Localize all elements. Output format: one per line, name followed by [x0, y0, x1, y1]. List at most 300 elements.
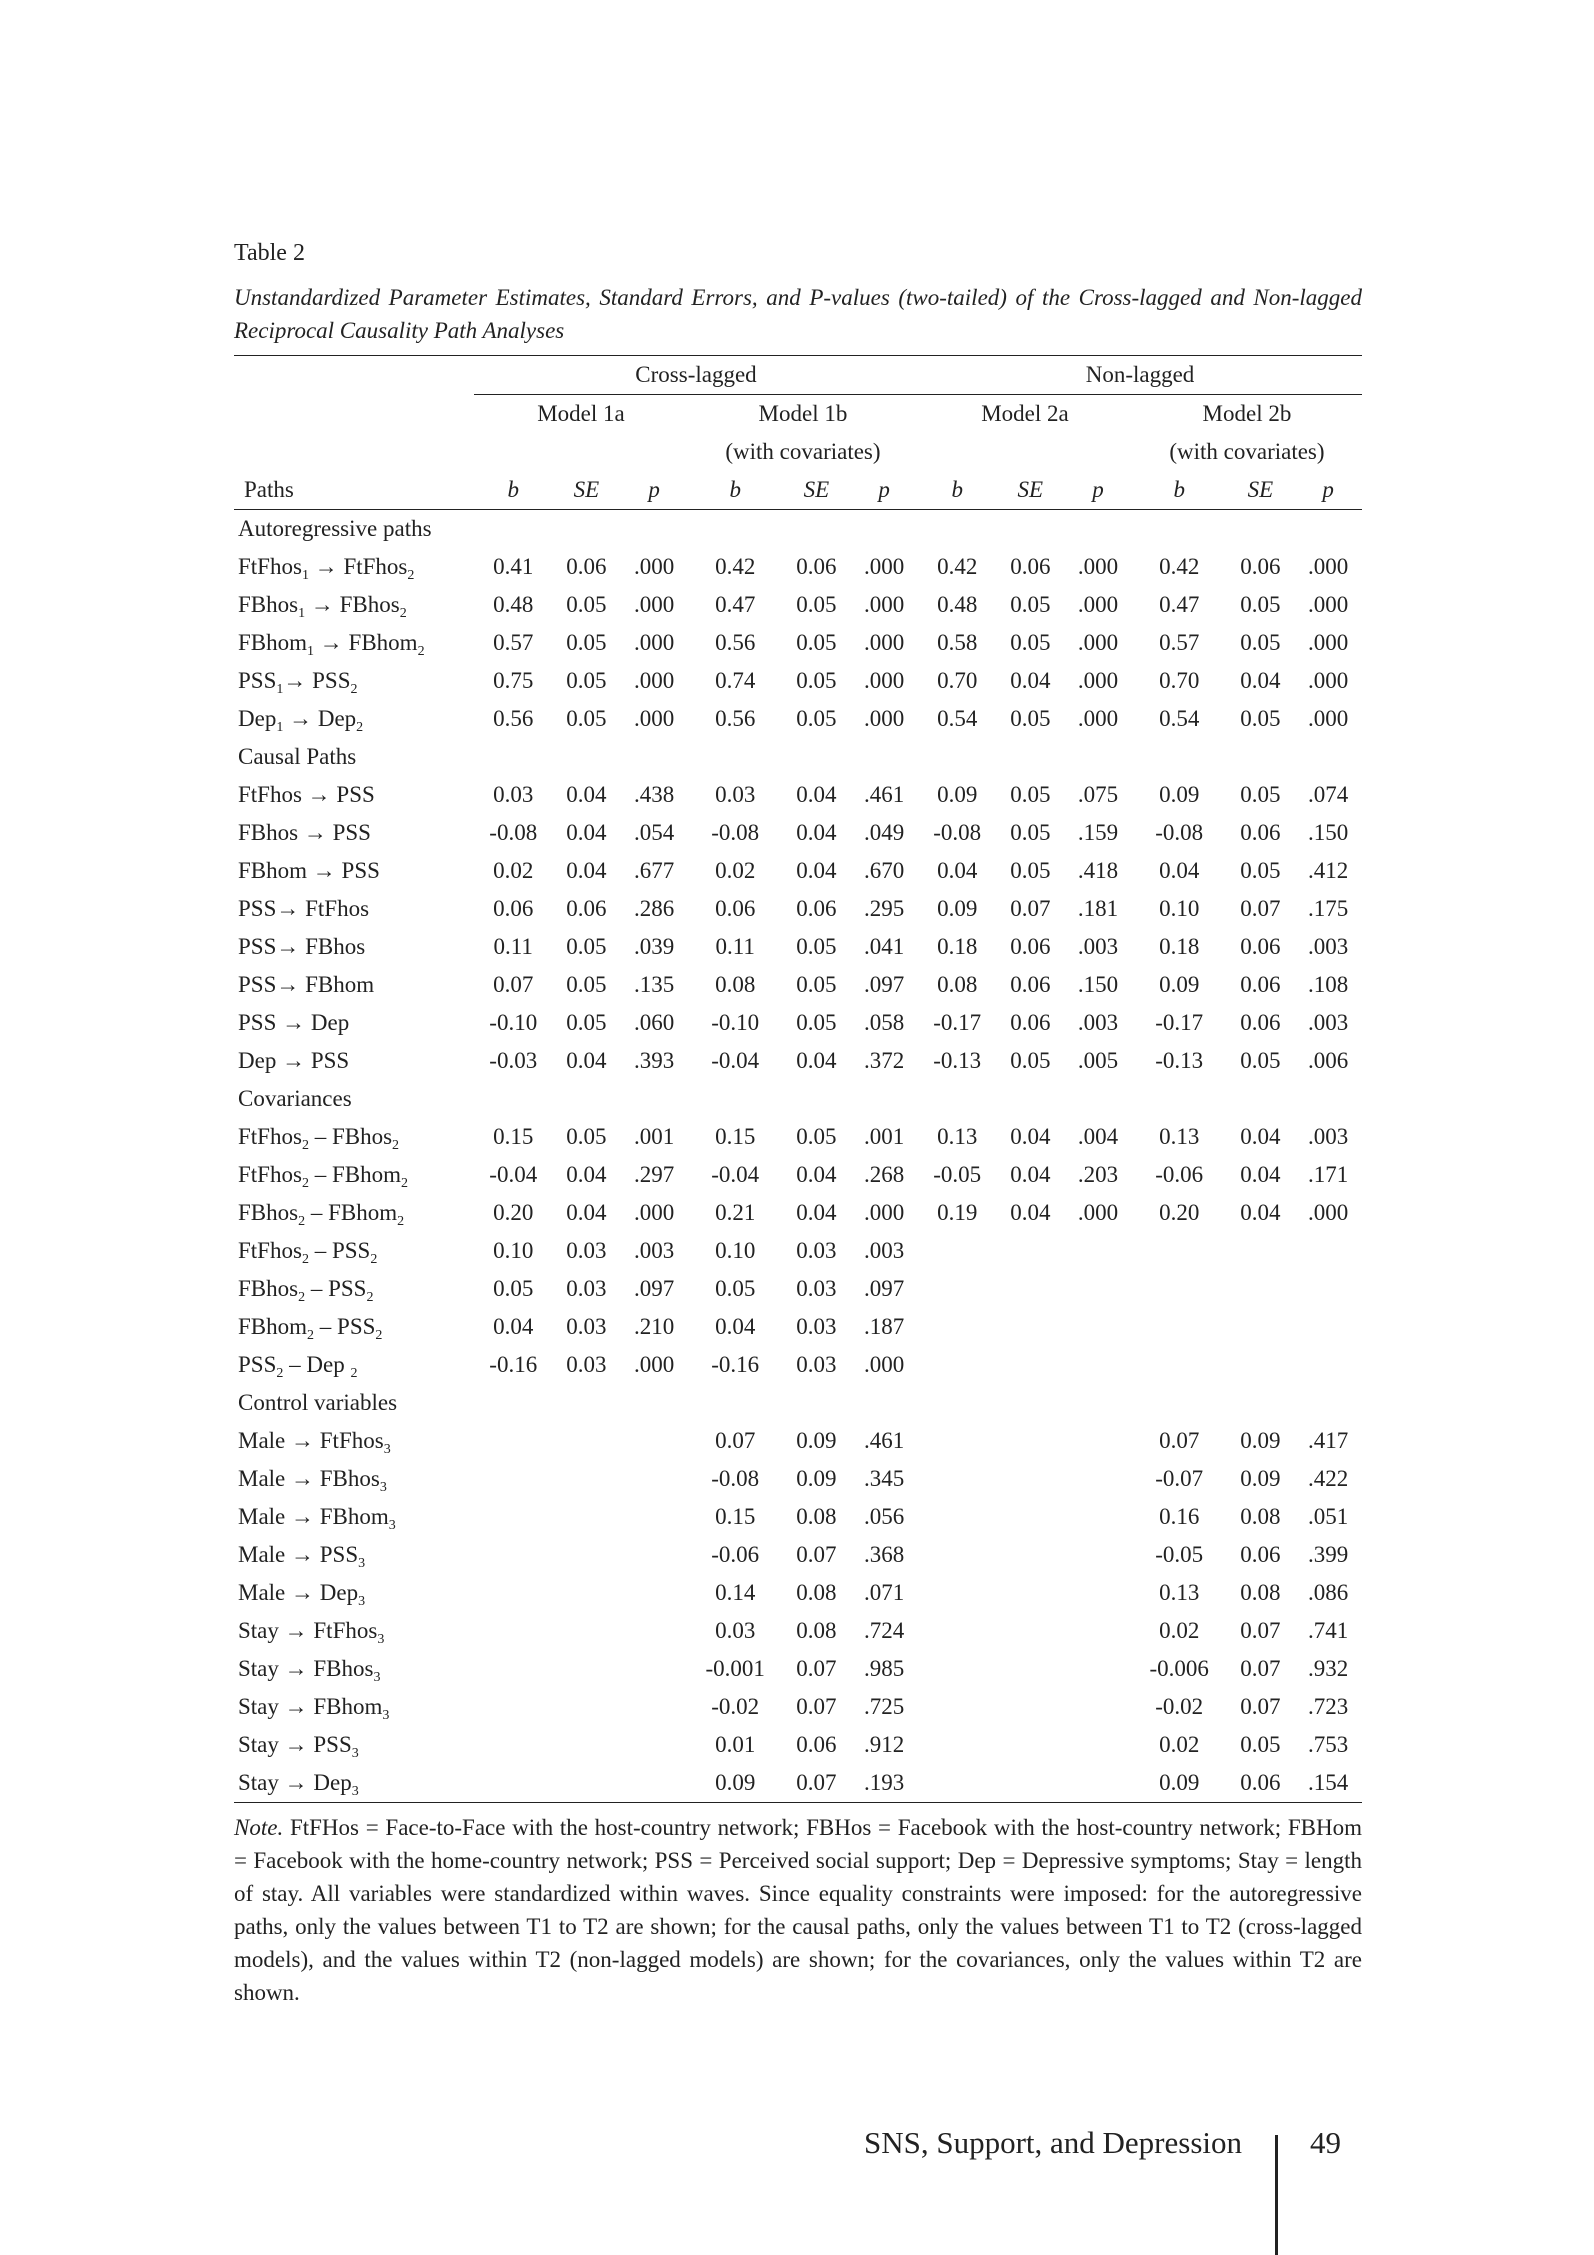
table-cell — [552, 1460, 620, 1498]
table-cell: .000 — [633, 592, 675, 617]
table-cell: 0.02 — [1159, 1618, 1200, 1643]
table-cell: -0.10 — [489, 1010, 538, 1035]
table-cell — [918, 1650, 996, 1688]
table-cell — [1064, 1460, 1132, 1498]
table-cell: -0.13 — [933, 1048, 982, 1073]
table-cell: .150 — [1308, 820, 1349, 845]
table-cell: 0.07 — [715, 1428, 756, 1453]
table-cell — [996, 1726, 1064, 1764]
table-cell: .056 — [864, 1504, 905, 1529]
path-label: Stay → FBhom$_3$ — [238, 1694, 390, 1723]
table-row — [234, 1042, 1362, 1080]
table-cell: .000 — [864, 630, 905, 655]
table-cell: 0.01 — [715, 1732, 756, 1757]
table-row — [234, 1498, 1362, 1536]
table-cell: 0.05 — [1010, 1048, 1051, 1073]
table-cell: .725 — [864, 1694, 905, 1719]
page-number: 49 — [1310, 2125, 1341, 2160]
table-cell — [552, 1422, 620, 1460]
table-cell: 0.04 — [796, 1162, 837, 1187]
table-row — [234, 1764, 1362, 1803]
table-cell: 0.09 — [688, 1764, 783, 1803]
table-cell: -0.17 — [1155, 1010, 1204, 1035]
table-cell: 0.05 — [1240, 858, 1281, 883]
table-cell: 0.03 — [715, 782, 756, 807]
table-cell — [552, 1688, 620, 1726]
table-row — [234, 624, 1362, 662]
model-2a-header: Model 2a — [981, 401, 1069, 426]
table-cell: .399 — [1308, 1542, 1349, 1567]
table-cell — [1227, 1270, 1295, 1308]
table-cell — [1064, 1346, 1132, 1384]
table-cell: 0.05 — [1010, 592, 1051, 617]
table-cell: .422 — [1308, 1466, 1349, 1491]
table-cell: 0.07 — [796, 1542, 837, 1567]
table-cell: 0.70 — [937, 668, 978, 693]
table-cell: -0.05 — [1155, 1542, 1204, 1567]
table-cell — [620, 1726, 688, 1764]
table-cell: .000 — [1308, 630, 1349, 655]
table-cell: .097 — [864, 1276, 905, 1301]
table-cell: -0.16 — [489, 1352, 538, 1377]
table-cell: 0.07 — [783, 1764, 851, 1803]
path-label: Male → FBhos$_3$ — [238, 1466, 387, 1495]
table-cell: .000 — [633, 554, 675, 579]
path-label: PSS→ FBhos — [238, 934, 366, 959]
table-cell: 0.03 — [796, 1314, 837, 1339]
table-cell: 0.03 — [493, 782, 534, 807]
table-cell: 0.20 — [493, 1200, 534, 1225]
table-cell: 0.08 — [715, 972, 756, 997]
table-cell — [552, 1498, 620, 1536]
table-cell: 0.02 — [715, 858, 756, 883]
table-row — [234, 1612, 1362, 1650]
table-cell: 0.70 — [1159, 668, 1200, 693]
table-cell: 0.03 — [566, 1276, 607, 1301]
table-cell: 0.58 — [937, 630, 978, 655]
table-row — [234, 586, 1362, 624]
table-cell: -0.03 — [489, 1048, 538, 1073]
table-cell: .670 — [864, 858, 905, 883]
table-cell: .003 — [1308, 934, 1349, 959]
table-cell — [1294, 1270, 1362, 1308]
table-row — [234, 776, 1362, 814]
table-row — [234, 1460, 1362, 1498]
table-cell: .000 — [633, 668, 675, 693]
table-cell — [1064, 1498, 1132, 1536]
table-cell: 0.07 — [1159, 1428, 1200, 1453]
table-cell: 0.05 — [566, 630, 607, 655]
table-row — [234, 548, 1362, 586]
path-label: FBhos$_1$ → FBhos$_2$ — [238, 592, 407, 621]
path-label: PSS→ FtFhos — [238, 896, 370, 921]
table-cell — [1064, 1688, 1132, 1726]
table-cell: .000 — [1077, 554, 1119, 579]
table-cell: .003 — [1077, 934, 1119, 959]
table-cell: -0.001 — [705, 1656, 765, 1681]
path-label: $PSS_2$ – Dep $_2$ — [238, 1352, 358, 1381]
table-cell: 0.13 — [1159, 1580, 1200, 1605]
table-cell: 0.04 — [566, 1048, 607, 1073]
table-cell: 0.20 — [1159, 1200, 1200, 1225]
column-header-se: SE — [803, 477, 830, 502]
table-cell — [474, 1460, 552, 1498]
table-cell: 0.05 — [566, 934, 607, 959]
table-cell: .003 — [1308, 1010, 1349, 1035]
table-cell: -0.05 — [933, 1162, 982, 1187]
table-cell — [620, 1498, 688, 1536]
table-cell — [1132, 1270, 1227, 1308]
table-cell: 0.06 — [1240, 1542, 1281, 1567]
path-label: FtFhos$_2$ – $PSS_2$ — [238, 1238, 378, 1267]
table-cell: 0.05 — [1240, 706, 1281, 731]
table-cell: -0.13 — [1155, 1048, 1204, 1073]
table-cell — [620, 1422, 688, 1460]
table-cell — [1227, 1346, 1295, 1384]
table-cell: .003 — [1077, 1010, 1119, 1035]
table-cell: .438 — [633, 782, 675, 807]
table-cell: 0.16 — [1159, 1504, 1200, 1529]
table-cell: 0.05 — [796, 972, 837, 997]
table-cell: 0.08 — [796, 1618, 837, 1643]
table-cell: 0.03 — [796, 1352, 837, 1377]
table-cell — [918, 1612, 996, 1650]
column-header-b: b — [1173, 477, 1185, 502]
table-cell: 0.05 — [1010, 706, 1051, 731]
table-cell: -0.006 — [1149, 1656, 1209, 1681]
table-cell: .286 — [633, 896, 675, 921]
table-cell: .345 — [864, 1466, 905, 1491]
table-cell: 0.08 — [937, 972, 978, 997]
section-title: Causal Paths — [238, 744, 357, 769]
table-cell: .912 — [864, 1732, 905, 1757]
table-cell — [996, 1574, 1064, 1612]
table-row — [234, 890, 1362, 928]
table-row — [234, 1118, 1362, 1156]
table-cell: 0.09 — [796, 1428, 837, 1453]
table-caption: Unstandardized Parameter Estimates, Standard Errors, and P-values (two-tailed) of the Cross-lagged and Non-lagged Reciprocal Causality Path Analyses — [234, 285, 1362, 343]
table-cell — [620, 1536, 688, 1574]
column-header-se: SE — [1247, 477, 1274, 502]
path-label: FtFhos$_2$ – FBhos$_2$ — [238, 1124, 400, 1153]
table-cell: 0.05 — [1010, 858, 1051, 883]
table-cell — [996, 1270, 1064, 1308]
table-cell: .108 — [1308, 972, 1349, 997]
table-cell: 0.10 — [1159, 896, 1200, 921]
table-cell: -0.17 — [933, 1010, 982, 1035]
table-row — [234, 1688, 1362, 1726]
table-cell: -0.08 — [489, 820, 538, 845]
column-header-b: b — [729, 477, 741, 502]
path-label: Stay → Dep$_3$ — [234, 1764, 474, 1803]
table-cell — [1064, 1574, 1132, 1612]
table-cell: 0.05 — [1010, 820, 1051, 845]
table-cell: -0.06 — [1155, 1162, 1204, 1187]
path-label: FBhos$_2$ – FBhom$_2$ — [238, 1200, 405, 1229]
table-cell: 0.04 — [1240, 668, 1281, 693]
table-cell — [620, 1574, 688, 1612]
model-2b-covariates: (with covariates) — [1169, 439, 1325, 464]
table-cell: 0.05 — [1240, 1048, 1281, 1073]
table-row — [234, 1422, 1362, 1460]
path-label: FtFhos → PSS — [238, 782, 375, 807]
table-cell — [474, 1688, 552, 1726]
table-cell: 0.06 — [493, 896, 534, 921]
table-cell: .041 — [864, 934, 905, 959]
table-cell: .159 — [1077, 820, 1119, 845]
table-cell: 0.02 — [1159, 1732, 1200, 1757]
table-cell: 0.42 — [1159, 554, 1200, 579]
table-cell: .187 — [864, 1314, 905, 1339]
table-cell: 0.04 — [1010, 668, 1051, 693]
table-cell: .000 — [633, 630, 675, 655]
table-cell: 0.41 — [493, 554, 534, 579]
table-cell: .039 — [633, 934, 675, 959]
section-title: Control variables — [238, 1390, 398, 1415]
table-cell: .297 — [633, 1162, 675, 1187]
section-row — [234, 510, 1362, 549]
table-cell: 0.14 — [715, 1580, 756, 1605]
table-cell: -0.10 — [711, 1010, 760, 1035]
table-cell — [918, 1346, 996, 1384]
table-cell: -0.04 — [489, 1162, 538, 1187]
path-label: FBhom$_2$ – $PSS_2$ — [238, 1314, 383, 1343]
table-cell — [1064, 1650, 1132, 1688]
table-cell: 0.09 — [1132, 1764, 1227, 1803]
table-cell: 0.18 — [1159, 934, 1200, 959]
table-cell: 0.05 — [566, 706, 607, 731]
table-cell: .171 — [1308, 1162, 1349, 1187]
table-cell: .000 — [633, 1200, 675, 1225]
table-cell — [918, 1498, 996, 1536]
table-cell: .058 — [864, 1010, 905, 1035]
table-cell: 0.42 — [937, 554, 978, 579]
path-label: Male → FtFhos$_3$ — [238, 1428, 391, 1457]
table-cell — [552, 1574, 620, 1612]
table-cell: -0.02 — [711, 1694, 760, 1719]
table-cell: .000 — [633, 1352, 675, 1377]
table-cell: 0.04 — [1240, 1162, 1281, 1187]
table-cell: 0.56 — [715, 630, 756, 655]
column-header-p: p — [1322, 477, 1334, 502]
table-label: Table 2 — [234, 240, 305, 266]
table-cell: 0.07 — [1240, 1694, 1281, 1719]
table-cell — [620, 1688, 688, 1726]
table-cell: 0.04 — [566, 782, 607, 807]
header-row-models — [234, 395, 1362, 434]
table-cell: 0.04 — [1240, 1124, 1281, 1149]
table-cell: 0.09 — [937, 896, 978, 921]
table-cell — [552, 1612, 620, 1650]
table-cell: 0.07 — [1010, 896, 1051, 921]
table-cell: .003 — [633, 1238, 675, 1263]
table-row — [234, 1308, 1362, 1346]
footer-divider — [1275, 2135, 1278, 2255]
table-cell: 0.05 — [796, 592, 837, 617]
table-cell: .006 — [1308, 1048, 1349, 1073]
table-cell: 0.06 — [1010, 972, 1051, 997]
model-1b-covariates: (with covariates) — [725, 439, 881, 464]
table-cell: 0.03 — [566, 1314, 607, 1339]
table-cell: 0.05 — [1010, 630, 1051, 655]
table-row — [234, 1726, 1362, 1764]
table-cell — [996, 1346, 1064, 1384]
table-cell — [552, 1536, 620, 1574]
table-cell: .175 — [1308, 896, 1349, 921]
path-label: Stay → $PSS_3$ — [238, 1732, 359, 1761]
table-cell: .181 — [1077, 896, 1119, 921]
results-table — [234, 355, 1362, 1803]
table-cell: 0.56 — [493, 706, 534, 731]
table-row — [234, 1650, 1362, 1688]
table-cell — [996, 1650, 1064, 1688]
path-label: FBhos → PSS — [238, 820, 371, 845]
table-cell — [996, 1688, 1064, 1726]
path-label: FtFhos$_2$ – FBhom$_2$ — [238, 1162, 408, 1191]
table-cell: 0.05 — [796, 668, 837, 693]
table-cell: 0.05 — [1240, 782, 1281, 807]
table-row — [234, 700, 1362, 738]
table-cell — [474, 1536, 552, 1574]
table-cell: 0.06 — [1010, 934, 1051, 959]
path-label: Male → $PSS_3$ — [238, 1542, 366, 1571]
table-cell: 0.05 — [566, 592, 607, 617]
table-cell: .003 — [1308, 1124, 1349, 1149]
table-cell: 0.11 — [493, 934, 533, 959]
table-cell: .000 — [1308, 706, 1349, 731]
table-cell: 0.03 — [566, 1352, 607, 1377]
header-row-groups — [234, 356, 1362, 395]
path-label: PSS → Dep — [238, 1010, 350, 1035]
table-cell: .000 — [864, 706, 905, 731]
table-cell: 0.10 — [715, 1238, 756, 1263]
table-cell: 0.18 — [937, 934, 978, 959]
table-cell — [918, 1460, 996, 1498]
section-title: Autoregressive paths — [238, 516, 432, 541]
table-cell: 0.05 — [566, 1010, 607, 1035]
model-1a-header: Model 1a — [537, 401, 625, 426]
table-cell: 0.04 — [937, 858, 978, 883]
model-2b-header: Model 2b — [1202, 401, 1292, 426]
path-label: FBhom → PSS — [238, 858, 380, 883]
table-cell: .268 — [864, 1162, 905, 1187]
table-cell: 0.08 — [1240, 1580, 1281, 1605]
table-cell: 0.06 — [1240, 820, 1281, 845]
table-cell: 0.06 — [1240, 554, 1281, 579]
table-cell — [620, 1460, 688, 1498]
table-cell: 0.09 — [1159, 782, 1200, 807]
table-cell: 0.05 — [1240, 592, 1281, 617]
table-cell: .000 — [1077, 630, 1119, 655]
table-cell: 0.04 — [1010, 1124, 1051, 1149]
table-cell: 0.06 — [566, 554, 607, 579]
table-cell — [1064, 1422, 1132, 1460]
table-cell — [918, 1536, 996, 1574]
table-row — [234, 1536, 1362, 1574]
table-cell: 0.05 — [1010, 782, 1051, 807]
table-cell: 0.05 — [796, 1010, 837, 1035]
table-cell: .097 — [864, 972, 905, 997]
table-cell: .000 — [864, 1352, 905, 1377]
table-cell: 0.07 — [796, 1694, 837, 1719]
table-cell: 0.13 — [937, 1124, 978, 1149]
table-cell: .741 — [1308, 1618, 1349, 1643]
table-cell — [918, 1764, 996, 1803]
table-cell: .154 — [1294, 1764, 1362, 1803]
table-cell — [1064, 1270, 1132, 1308]
table-cell: 0.05 — [566, 972, 607, 997]
note-text: FtFHos = Face-to-Face with the host-country network; FBHos = Facebook with the host-country network; FBHom = Facebook with the home-country network; PSS = Perceived social support; Dep = Depressive symptoms; Stay = length of stay. All variables were standardized within waves. Since equality constraints were imposed: for the autoregressive paths, only the values between T1 to T2 are shown; for the causal paths, only the values between T1 to T2 (cross-lagged models), and the values within T2 (non-lagged models) are shown; for the covariances, only the values within T2 are shown. — [234, 1815, 1362, 2005]
table-cell: 0.13 — [1159, 1124, 1200, 1149]
section-row — [234, 738, 1362, 776]
table-cell: .000 — [1308, 1200, 1349, 1225]
table-cell: 0.05 — [796, 934, 837, 959]
table-cell — [1132, 1232, 1227, 1270]
table-note — [234, 1811, 1362, 2009]
table-row — [234, 1574, 1362, 1612]
table-cell: .723 — [1308, 1694, 1349, 1719]
table-cell — [1132, 1346, 1227, 1384]
table-cell: 0.06 — [715, 896, 756, 921]
table-cell: -0.08 — [933, 820, 982, 845]
table-cell: .677 — [633, 858, 675, 883]
table-cell: 0.06 — [1240, 1010, 1281, 1035]
table-cell: 0.04 — [493, 1314, 534, 1339]
note-lead: Note. — [234, 1815, 284, 1840]
table-cell: 0.05 — [1240, 1732, 1281, 1757]
running-title: SNS, Support, and Depression — [863, 2125, 1242, 2160]
table-cell — [1294, 1308, 1362, 1346]
table-row — [234, 928, 1362, 966]
table-cell: .003 — [864, 1238, 905, 1263]
table-cell: 0.07 — [1240, 896, 1281, 921]
table-cell: 0.04 — [715, 1314, 756, 1339]
table-cell: 0.21 — [715, 1200, 756, 1225]
table-cell — [996, 1764, 1064, 1803]
table-cell: .000 — [864, 554, 905, 579]
table-cell: -0.04 — [711, 1048, 760, 1073]
section-row — [234, 1080, 1362, 1118]
table-cell: .000 — [1077, 592, 1119, 617]
table-row — [234, 1194, 1362, 1232]
table-cell — [474, 1422, 552, 1460]
table-cell: 0.47 — [715, 592, 756, 617]
table-cell: -0.08 — [1155, 820, 1204, 845]
table-cell: .049 — [864, 820, 905, 845]
table-cell: .001 — [633, 1124, 675, 1149]
header-row-covariates — [234, 433, 1362, 471]
table-cell — [620, 1612, 688, 1650]
table-cell — [918, 1688, 996, 1726]
table-cell — [1294, 1346, 1362, 1384]
table-cell: 0.10 — [493, 1238, 534, 1263]
column-header-p: p — [878, 477, 890, 502]
table-cell: .417 — [1308, 1428, 1349, 1453]
table-cell: .086 — [1308, 1580, 1349, 1605]
table-cell: 0.57 — [493, 630, 534, 655]
table-cell: 0.74 — [715, 668, 756, 693]
table-cell — [918, 1308, 996, 1346]
table-row — [234, 1156, 1362, 1194]
column-header-p: p — [648, 477, 660, 502]
table-cell: 0.02 — [493, 858, 534, 883]
table-cell: 0.04 — [1010, 1200, 1051, 1225]
column-header-b: b — [951, 477, 963, 502]
paths-header: Paths — [244, 477, 294, 502]
table-cell: 0.04 — [566, 820, 607, 845]
table-cell: 0.11 — [715, 934, 755, 959]
table-cell: -0.08 — [711, 1466, 760, 1491]
